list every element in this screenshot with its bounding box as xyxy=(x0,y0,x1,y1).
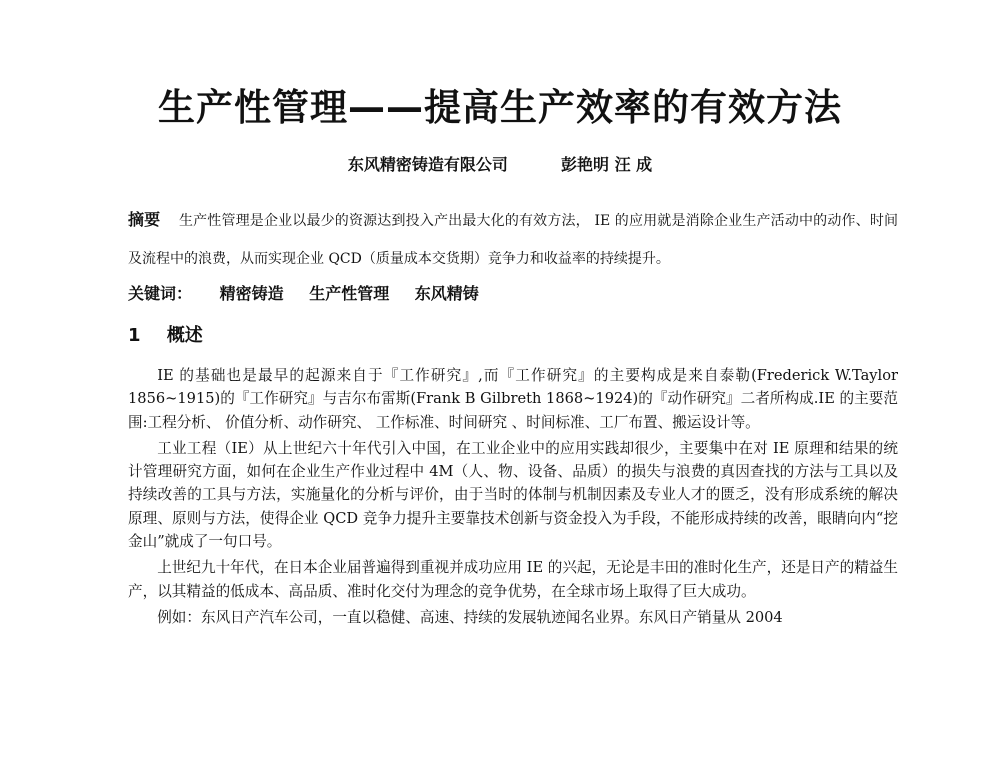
author-names: 彭艳明 汪 成 xyxy=(561,155,653,174)
section-number: 1 xyxy=(128,325,141,346)
paper-title: 生产性管理——提高生产效率的有效方法 xyxy=(158,86,842,129)
body-paragraph: 上世纪九十年代，在日本企业届普遍得到重视并成功应用 IE 的兴起，无论是丰田的准时化生产，还是日产的精益生产，以其精益的低成本、高品质、准时化交付为理念的竞争优势，在全球市场上取得了巨大成功。 xyxy=(128,559,898,600)
body-paragraph: 例如：东风日产汽车公司，一直以稳健、高速、持续的发展轨迹闻名业界。东风日产销量从 2004 xyxy=(157,608,783,626)
abstract-text: 生产性管理是企业以最少的资源达到投入产出最大化的有效方法， IE 的应用就是消除企业生产活动中的动作、时间及流程中的浪费，从而实现企业 QCD（质量成本交货期）竞争力和收益率的持续提升。 xyxy=(128,213,898,267)
keywords-label: 关键词： xyxy=(128,284,193,303)
keywords-line xyxy=(128,282,898,306)
abstract-block xyxy=(128,201,898,278)
body-text xyxy=(128,364,898,632)
section-heading xyxy=(128,323,203,349)
byline xyxy=(0,154,1000,176)
body-paragraph: 工业工程（IE）从上世纪六十年代引入中国，在工业企业中的应用实践却很少，主要集中在对 IE 原理和结果的统计管理研究方面，如何在企业生产作业过程中 4M（人、物、设备、品质）的损失与浪费的真因查找的方法与工具以及持续改善的工具与方法，实施量化的分析与评价，由于当时的体制与机制因素及专业人才的匮乏，没有形成系统的解决原理、原则与方法，使得企业 QCD 竞争力提升主要靠技术创新与资金投入为手段，不能形成持续的改善，眼睛向内“挖金山”就成了一句口号。 xyxy=(128,439,898,551)
company-name: 东风精密铸造有限公司 xyxy=(347,155,508,174)
keyword-item: 生产性管理 xyxy=(309,284,390,303)
body-paragraph: IE 的基础也是最早的起源来自于『工作研究』,而『工作研究』的主要构成是来自泰勒(Frederick W.Taylor 1856~1915)的『工作研究』与吉尔布雷斯(Frank B Gilbreth 1868~1924)的『动作研究』二者所构成.IE 的主要范围:工程分析、 价值分析、动作研究、 工作标准、时间研究 、时间标准、工厂布置、搬运设计等。 xyxy=(128,367,898,431)
abstract-label: 摘要 xyxy=(128,210,161,229)
keyword-item: 东风精铸 xyxy=(414,284,479,303)
section-title: 概述 xyxy=(166,325,203,346)
keyword-item: 精密铸造 xyxy=(219,284,284,303)
